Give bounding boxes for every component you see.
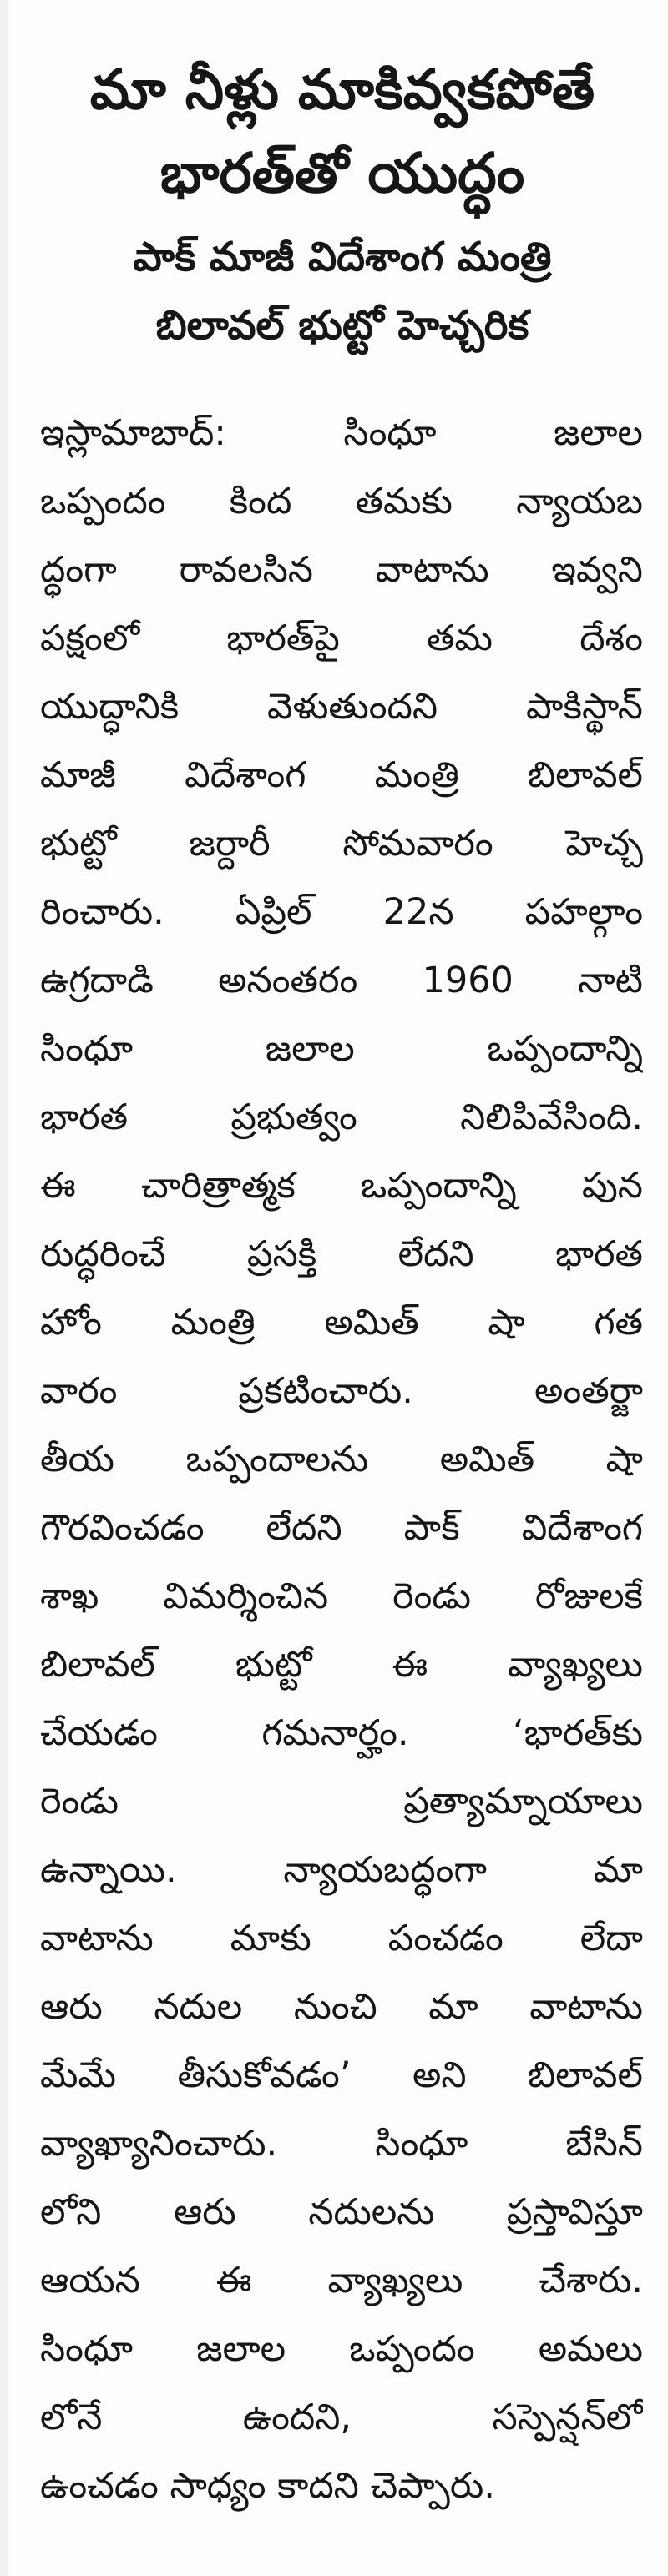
subheadline-line-2: బిలావల్ భుట్టో హెచ్చరిక	[155, 302, 529, 349]
article-line: వ్యాఖ్యానించారు. సింధూ బేసిన్	[40, 2123, 643, 2165]
article-line: రించారు. ఏప్రిల్ 22న పహల్గాం	[40, 891, 643, 933]
article-line: శాఖ విమర్శించిన రెండు రోజులకే	[40, 1575, 643, 1617]
article-line: ఉంచడం సాధ్యం కాదని చెప్పారు.	[40, 2465, 495, 2507]
article-line: ఉన్నాయి. న్యాయబద్ధంగా మా	[40, 1849, 643, 1891]
article-line: పక్షంలో భారత్‌పై తమ దేశం	[40, 618, 643, 659]
article-line: బిలావల్ భుట్టో ఈ వ్యాఖ్యలు	[40, 1644, 643, 1686]
article-line: తీయ ఒప్పందాలను అమిత్ షా	[40, 1439, 643, 1480]
article-line: ఉగ్రదాడి అనంతరం 1960 నాటి	[40, 960, 643, 1001]
article-line: వారం ప్రకటించారు. అంతర్జా	[40, 1370, 643, 1412]
article-body	[40, 399, 643, 2520]
article-line: ద్ధంగా రావలసిన వాటాను ఇవ్వని	[40, 549, 643, 591]
subheadline-line-1: పాక్ మాజీ విదేశాంగ మంత్రి	[133, 234, 552, 280]
article-line: ఆరు నదుల నుంచి మా వాటాను	[40, 1986, 643, 2028]
article-line: చేయడం గమనార్హం. ‘భారత్‌కు	[40, 1712, 643, 1754]
article-line: గౌరవించడం లేదని పాక్ విదేశాంగ	[40, 1507, 643, 1549]
article-line: ఇస్లామాబాద్: సింధూ జలాల	[40, 412, 643, 454]
article-line: లోనే ఉందని, సస్పెన్షన్‌లో	[40, 2397, 643, 2438]
article-line: యుద్ధానికి వెళుతుందని పాకిస్థాన్	[40, 686, 643, 728]
article-line: రెండు ప్రత్యామ్నాయాలు	[40, 1781, 643, 1822]
article-line: భారత ప్రభుత్వం నిలిపివేసింది.	[40, 1096, 643, 1138]
article-line: ఆయన ఈ వ్యాఖ్యలు చేశారు.	[40, 2260, 643, 2301]
article-line: భుట్టో జర్దారీ సోమవారం హెచ్చ	[40, 823, 643, 865]
article-line: రుద్ధరించే ప్రసక్తి లేదని భారత	[40, 1233, 643, 1275]
headline-line-2: భారత్‌తో యుద్ధం	[159, 141, 525, 205]
article-line: లోని ఆరు నదులను ప్రస్తావిస్తూ	[40, 2191, 643, 2233]
article-line: సింధూ జలాల ఒప్పందాన్ని	[40, 1028, 643, 1070]
article-line: సింధూ జలాల ఒప్పందం అమలు	[40, 2328, 643, 2370]
article-line: ఈ చారిత్రాత్మక ఒప్పందాన్ని పున	[40, 1165, 643, 1207]
article-line: మాజీ విదేశాంగ మంత్రి బిలావల్	[40, 754, 643, 796]
article-line: హోం మంత్రి అమిత్ షా గత	[40, 1302, 643, 1343]
article-line: ఒప్పందం కింద తమకు న్యాయబ	[40, 481, 643, 522]
article-line: మేమే తీసుకోవడం’ అని బిలావల్	[40, 2054, 643, 2096]
headline-line-1: మా నీళ్లు మాకివ్వకపోతే	[89, 58, 595, 122]
article-line: వాటాను మాకు పంచడం లేదా	[40, 1918, 643, 1959]
